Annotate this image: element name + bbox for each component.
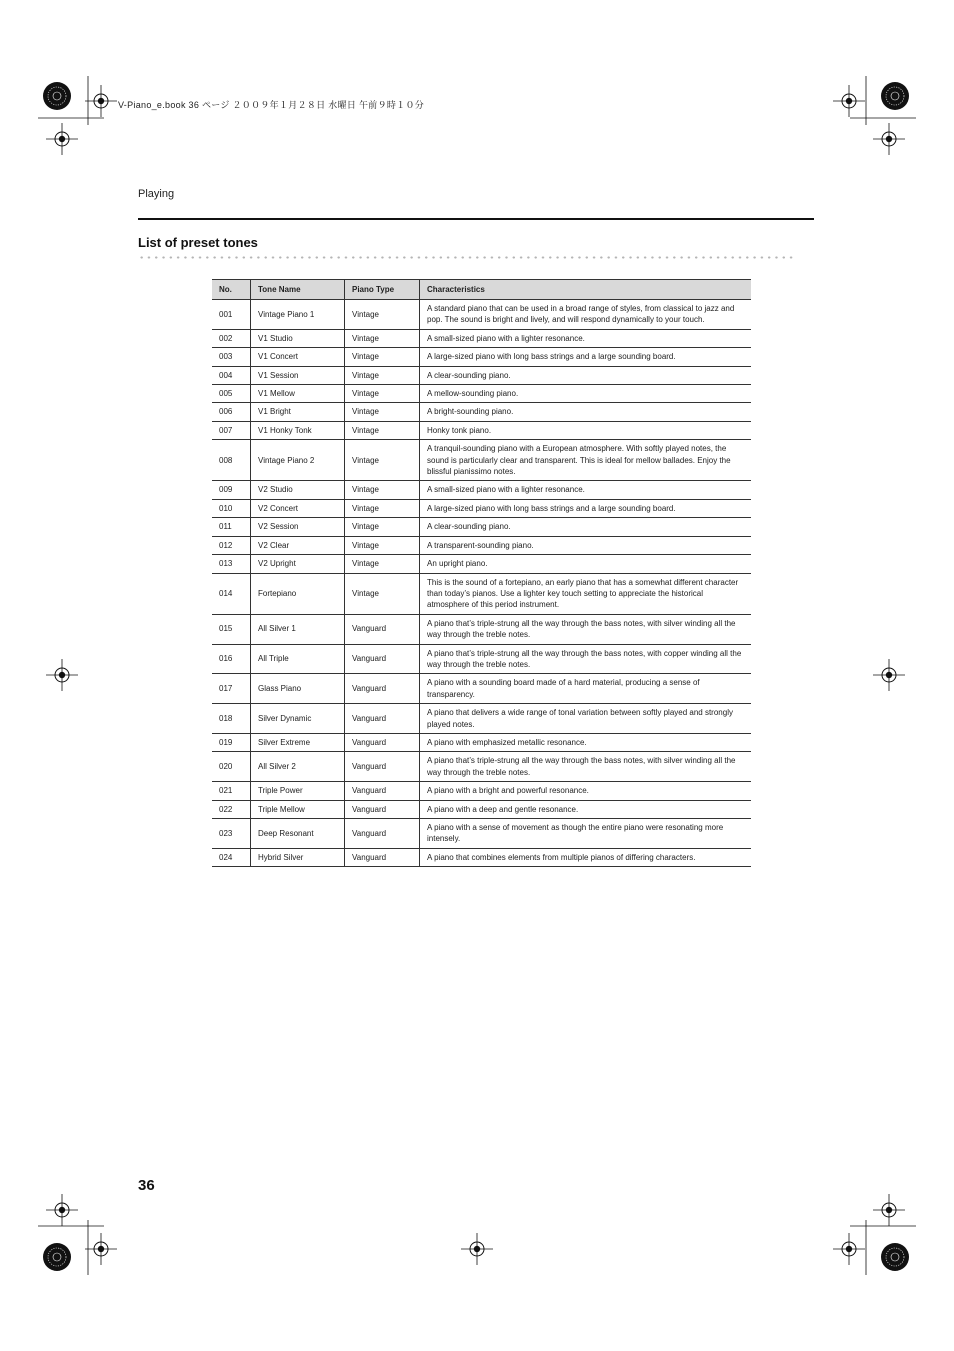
cell-piano-type: Vanguard xyxy=(345,674,420,704)
cell-characteristics: A standard piano that can be used in a broad range of styles, from classical to jazz and pop. The sound is bright and lively, and will respond dynamically to your touch. xyxy=(420,300,752,330)
cell-piano-type: Vanguard xyxy=(345,819,420,849)
table-row xyxy=(212,752,751,782)
cell-characteristics: A bright-sounding piano. xyxy=(420,403,752,421)
header-rule xyxy=(138,218,814,220)
cell-characteristics: A small-sized piano with a lighter resonance. xyxy=(420,481,752,499)
header-piano-type: Piano Type xyxy=(345,280,420,300)
cell-piano-type: Vintage xyxy=(345,573,420,614)
cell-piano-type: Vanguard xyxy=(345,752,420,782)
cell-piano-type: Vanguard xyxy=(345,704,420,734)
table-row xyxy=(212,421,751,439)
table-row xyxy=(212,518,751,536)
cell-piano-type: Vanguard xyxy=(345,614,420,644)
cell-tone-name: Silver Dynamic xyxy=(251,704,345,734)
cell-tone-name: Triple Power xyxy=(251,782,345,800)
page-number: 36 xyxy=(138,1177,155,1194)
cell-tone-name: V2 Studio xyxy=(251,481,345,499)
cell-tone-name: Glass Piano xyxy=(251,674,345,704)
cell-piano-type: Vintage xyxy=(345,481,420,499)
table-row xyxy=(212,385,751,403)
cell-tone-name: V1 Studio xyxy=(251,329,345,347)
cell-characteristics: A piano that’s triple-strung all the way through the bass notes, with silver winding all the way through the treble notes. xyxy=(420,752,752,782)
cell-tone-name: V1 Concert xyxy=(251,348,345,366)
cell-piano-type: Vintage xyxy=(345,518,420,536)
table-body xyxy=(212,300,751,867)
cell-no: 005 xyxy=(212,385,251,403)
cell-no: 019 xyxy=(212,733,251,751)
cell-tone-name: V1 Bright xyxy=(251,403,345,421)
table-row xyxy=(212,614,751,644)
cell-no: 001 xyxy=(212,300,251,330)
cell-no: 007 xyxy=(212,421,251,439)
section-title: List of preset tones xyxy=(138,235,258,250)
cell-no: 015 xyxy=(212,614,251,644)
cell-characteristics: A tranquil-sounding piano with a European atmosphere. With softly played notes, the sound is particularly clear and transparent. This is ideal for mellow ballades. Enjoy the blissful pianissimo notes. xyxy=(420,440,752,481)
dotted-divider xyxy=(138,256,793,259)
running-head: Playing xyxy=(138,188,175,200)
table-row xyxy=(212,536,751,554)
cell-tone-name: Vintage Piano 2 xyxy=(251,440,345,481)
cell-no: 012 xyxy=(212,536,251,554)
table-row xyxy=(212,481,751,499)
cell-characteristics: A piano that combines elements from multiple pianos of differing characters. xyxy=(420,848,752,866)
cell-no: 006 xyxy=(212,403,251,421)
cell-piano-type: Vintage xyxy=(345,366,420,384)
cell-tone-name: All Silver 1 xyxy=(251,614,345,644)
cell-tone-name: V2 Session xyxy=(251,518,345,536)
cell-piano-type: Vintage xyxy=(345,329,420,347)
cell-characteristics: This is the sound of a fortepiano, an early piano that has a somewhat different character than today’s pianos. Use a lighter key touch setting to appreciate the historical atmosphere of this period instrument. xyxy=(420,573,752,614)
table-row xyxy=(212,782,751,800)
cell-no: 022 xyxy=(212,800,251,818)
header-no: No. xyxy=(212,280,251,300)
cell-piano-type: Vintage xyxy=(345,499,420,517)
cell-piano-type: Vintage xyxy=(345,403,420,421)
cell-characteristics: A piano with a sounding board made of a hard material, producing a sense of transparency. xyxy=(420,674,752,704)
table-row xyxy=(212,440,751,481)
table-row xyxy=(212,329,751,347)
cell-characteristics: A transparent-sounding piano. xyxy=(420,536,752,554)
cell-characteristics: A piano with a deep and gentle resonance. xyxy=(420,800,752,818)
table-row xyxy=(212,366,751,384)
cell-no: 018 xyxy=(212,704,251,734)
table-row xyxy=(212,499,751,517)
cell-no: 008 xyxy=(212,440,251,481)
cell-characteristics: A piano that’s triple-strung all the way through the bass notes, with silver winding all the way through the treble notes. xyxy=(420,614,752,644)
cell-characteristics: A piano with a bright and powerful resonance. xyxy=(420,782,752,800)
cell-characteristics: A piano that’s triple-strung all the way through the bass notes, with copper winding all the way through the treble notes. xyxy=(420,644,752,674)
cell-no: 024 xyxy=(212,848,251,866)
cell-no: 021 xyxy=(212,782,251,800)
cell-tone-name: Silver Extreme xyxy=(251,733,345,751)
cell-piano-type: Vanguard xyxy=(345,848,420,866)
cell-piano-type: Vintage xyxy=(345,421,420,439)
cell-tone-name: V1 Mellow xyxy=(251,385,345,403)
cell-piano-type: Vanguard xyxy=(345,644,420,674)
cell-characteristics: A piano with emphasized metallic resonance. xyxy=(420,733,752,751)
header-characteristics: Characteristics xyxy=(420,280,752,300)
table-row xyxy=(212,819,751,849)
table-header-row xyxy=(212,280,751,300)
header-tone-name: Tone Name xyxy=(251,280,345,300)
cell-no: 023 xyxy=(212,819,251,849)
cell-tone-name: All Silver 2 xyxy=(251,752,345,782)
cell-piano-type: Vintage xyxy=(345,348,420,366)
table-row xyxy=(212,403,751,421)
cell-no: 003 xyxy=(212,348,251,366)
cell-piano-type: Vintage xyxy=(345,536,420,554)
cell-characteristics: A clear-sounding piano. xyxy=(420,518,752,536)
table-row xyxy=(212,800,751,818)
cell-characteristics: A small-sized piano with a lighter resonance. xyxy=(420,329,752,347)
cell-piano-type: Vintage xyxy=(345,300,420,330)
cell-characteristics: A piano that delivers a wide range of tonal variation between softly played and strongly played notes. xyxy=(420,704,752,734)
cell-tone-name: All Triple xyxy=(251,644,345,674)
table-row xyxy=(212,573,751,614)
cell-piano-type: Vanguard xyxy=(345,782,420,800)
cell-piano-type: Vintage xyxy=(345,555,420,573)
cell-no: 013 xyxy=(212,555,251,573)
cell-tone-name: V2 Concert xyxy=(251,499,345,517)
table-row xyxy=(212,348,751,366)
cell-characteristics: A clear-sounding piano. xyxy=(420,366,752,384)
table-row xyxy=(212,733,751,751)
table-row xyxy=(212,848,751,866)
cell-characteristics: Honky tonk piano. xyxy=(420,421,752,439)
table-row xyxy=(212,300,751,330)
cell-tone-name: Fortepiano xyxy=(251,573,345,614)
cell-no: 017 xyxy=(212,674,251,704)
cell-tone-name: Triple Mellow xyxy=(251,800,345,818)
cell-tone-name: Deep Resonant xyxy=(251,819,345,849)
table-row xyxy=(212,674,751,704)
cell-no: 004 xyxy=(212,366,251,384)
cell-piano-type: Vintage xyxy=(345,440,420,481)
cell-no: 010 xyxy=(212,499,251,517)
print-header: V-Piano_e.book 36 ページ ２００９年１月２８日 水曜日 午前９時１０分 xyxy=(118,100,425,110)
cell-characteristics: A large-sized piano with long bass strings and a large sounding board. xyxy=(420,499,752,517)
cell-no: 014 xyxy=(212,573,251,614)
table-row xyxy=(212,704,751,734)
cell-no: 011 xyxy=(212,518,251,536)
cell-tone-name: V2 Upright xyxy=(251,555,345,573)
table-row xyxy=(212,555,751,573)
cell-tone-name: Hybrid Silver xyxy=(251,848,345,866)
cell-no: 009 xyxy=(212,481,251,499)
cell-tone-name: Vintage Piano 1 xyxy=(251,300,345,330)
cell-piano-type: Vanguard xyxy=(345,800,420,818)
cell-no: 016 xyxy=(212,644,251,674)
table-row xyxy=(212,644,751,674)
preset-tones-table xyxy=(212,279,751,867)
cell-piano-type: Vanguard xyxy=(345,733,420,751)
cell-tone-name: V1 Honky Tonk xyxy=(251,421,345,439)
cell-tone-name: V1 Session xyxy=(251,366,345,384)
cell-no: 020 xyxy=(212,752,251,782)
cell-piano-type: Vintage xyxy=(345,385,420,403)
cell-characteristics: An upright piano. xyxy=(420,555,752,573)
cell-characteristics: A mellow-sounding piano. xyxy=(420,385,752,403)
cell-characteristics: A piano with a sense of movement as though the entire piano were resonating more intensely. xyxy=(420,819,752,849)
cell-characteristics: A large-sized piano with long bass strings and a large sounding board. xyxy=(420,348,752,366)
cell-no: 002 xyxy=(212,329,251,347)
cell-tone-name: V2 Clear xyxy=(251,536,345,554)
